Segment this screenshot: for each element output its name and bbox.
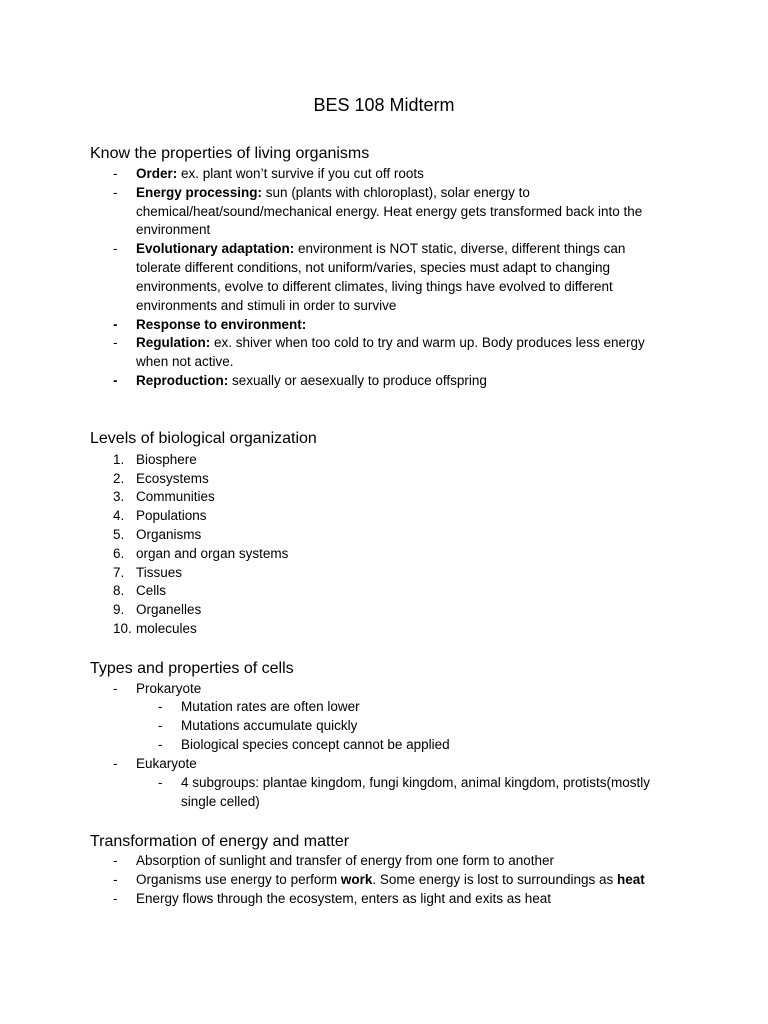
list-item: Organelles	[136, 602, 202, 617]
list-item: Organisms	[136, 527, 202, 542]
item-text-continued: environments, evolve to different climates, living things have evolved to different	[136, 279, 613, 294]
item-text-continued: tolerate different conditions, not uniform/varies, species must adapt to changing	[136, 260, 611, 275]
list-marker: -	[113, 853, 118, 868]
term-label: Response to environment:	[136, 317, 307, 332]
list-item-regulation	[136, 334, 645, 352]
list-number: 2.	[113, 471, 125, 486]
list-number: 6.	[113, 546, 125, 561]
list-item: molecules	[136, 621, 197, 636]
item-text-continued: environments and stimuli in order to survive	[136, 298, 397, 313]
sub-list-item: Mutations accumulate quickly	[181, 718, 358, 733]
section-heading-levels: Levels of biological organization	[90, 430, 317, 447]
list-item: Ecosystems	[136, 471, 209, 486]
list-item-order	[136, 165, 424, 183]
emphasis-work: work	[340, 872, 373, 887]
item-text: sun (plants with chloroplast), solar energy to	[262, 185, 530, 200]
list-item: Energy flows through the ecosystem, enters as light and exits as heat	[136, 891, 551, 906]
item-text-continued: when not active.	[136, 354, 234, 369]
sub-list-item: 4 subgroups: plantae kingdom, fungi kingdom, animal kingdom, protists(mostly	[181, 775, 650, 790]
list-marker: -	[113, 756, 118, 771]
list-number: 10.	[113, 621, 132, 636]
list-item: Communities	[136, 489, 215, 504]
list-marker: -	[113, 891, 118, 906]
item-text: Organisms use energy to perform	[136, 872, 341, 887]
list-item-eukaryote: Eukaryote	[136, 756, 197, 771]
item-text: sexually or aesexually to produce offspring	[228, 373, 487, 388]
list-marker: -	[113, 166, 118, 181]
sub-list-item: Mutation rates are often lower	[181, 699, 360, 714]
emphasis-heat: heat	[616, 872, 645, 887]
list-marker: -	[158, 699, 163, 714]
section-heading-properties: Know the properties of living organisms	[90, 145, 370, 162]
list-item-reproduction	[136, 372, 487, 390]
section-heading-energy: Transformation of energy and matter	[90, 833, 350, 850]
term-label: Reproduction:	[136, 373, 229, 388]
list-marker: -	[158, 718, 163, 733]
section-heading-cells: Types and properties of cells	[90, 660, 294, 677]
item-text: . Some energy is lost to surroundings as	[372, 872, 617, 887]
list-item-prokaryote: Prokaryote	[136, 681, 202, 696]
list-number: 7.	[113, 565, 125, 580]
item-text-continued: single celled)	[181, 794, 260, 809]
list-item: Absorption of sunlight and transfer of energy from one form to another	[136, 853, 554, 868]
term-label: Evolutionary adaptation:	[136, 241, 295, 256]
list-number: 1.	[113, 452, 125, 467]
list-number: 3.	[113, 489, 125, 504]
list-marker: -	[113, 335, 118, 350]
term-label: Order:	[136, 166, 178, 181]
list-marker: -	[113, 185, 118, 200]
list-marker: -	[113, 373, 118, 388]
list-number: 9.	[113, 602, 125, 617]
list-number: 5.	[113, 527, 125, 542]
list-item: Tissues	[136, 565, 183, 580]
item-text-continued: environment	[136, 222, 211, 237]
sub-list-item: Biological species concept cannot be applied	[181, 737, 450, 752]
list-marker: -	[113, 241, 118, 256]
list-item: organ and organ systems	[136, 546, 289, 561]
item-text: environment is NOT static, diverse, different things can	[294, 241, 626, 256]
list-item: Biosphere	[136, 452, 197, 467]
list-item-energy-processing	[136, 184, 530, 202]
list-marker: -	[113, 317, 118, 332]
list-marker: -	[113, 872, 118, 887]
list-item	[136, 871, 645, 889]
list-marker: -	[113, 681, 118, 696]
item-text: ex. plant won’t survive if you cut off roots	[177, 166, 424, 181]
list-item-response-to-environment	[136, 316, 306, 334]
list-number: 8.	[113, 583, 125, 598]
term-label: Regulation:	[136, 335, 211, 350]
list-marker: -	[158, 775, 163, 790]
term-label: Energy processing:	[136, 185, 263, 200]
list-item: Populations	[136, 508, 207, 523]
list-marker: -	[158, 737, 163, 752]
document-title: BES 108 Midterm	[313, 95, 455, 115]
list-item-evolutionary-adaptation	[136, 240, 625, 258]
item-text: ex. shiver when too cold to try and warm up. Body produces less energy	[210, 335, 645, 350]
list-number: 4.	[113, 508, 125, 523]
list-item: Cells	[136, 583, 167, 598]
item-text-continued: chemical/heat/sound/mechanical energy. Heat energy gets transformed back into the	[136, 204, 643, 219]
